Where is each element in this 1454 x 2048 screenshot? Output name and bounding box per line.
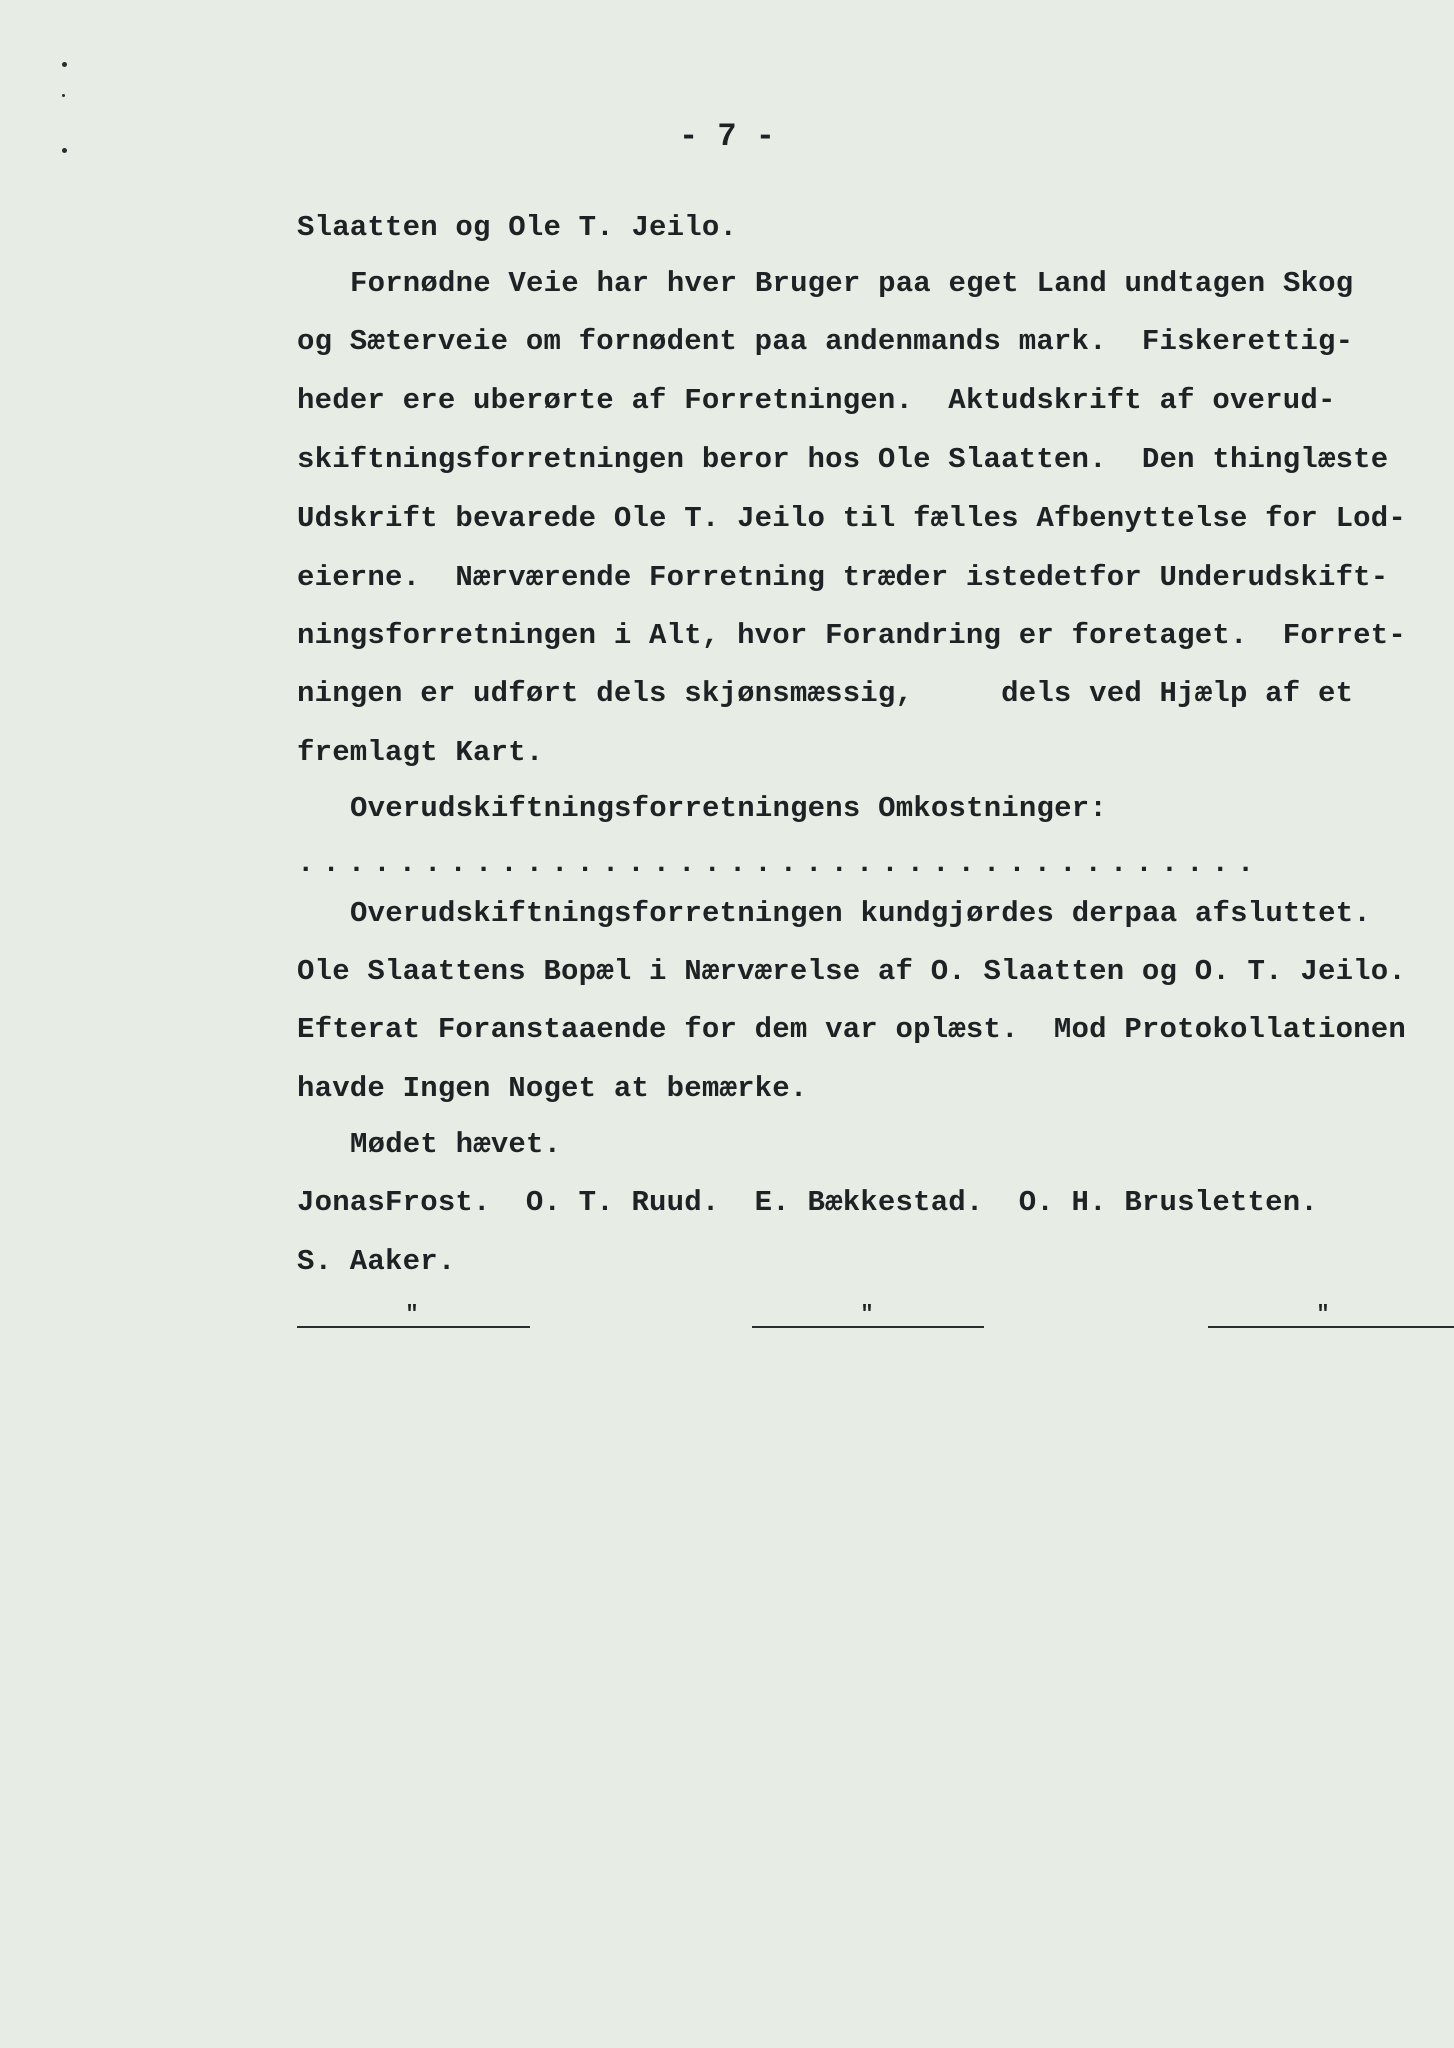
text-line: Ole Slaattens Bopæl i Nærværelse af O. Slaatten og O. T. Jeilo. [297, 955, 1406, 988]
signatories: S. Aaker. [297, 1245, 456, 1278]
margin-punch-mark [62, 62, 67, 67]
text-line: Efterat Foranstaaende for dem var oplæst. Mod Protokollationen [297, 1013, 1406, 1046]
ditto-mark: " [860, 1302, 874, 1327]
text-line: ningen er udført dels skjønsmæssig, dels ved Hjælp af et [297, 677, 1354, 710]
text-line: skiftningsforretningen beror hos Ole Slaatten. Den thinglæste [297, 443, 1389, 476]
text-line: Udskrift bevarede Ole T. Jeilo til fælles Afbenyttelse for Lod- [297, 502, 1406, 535]
meeting-closed: Mødet hævet. [350, 1128, 562, 1161]
ditto-mark: " [1316, 1302, 1330, 1327]
text-line: heder ere uberørte af Forretningen. Aktudskrift af overud- [297, 384, 1336, 417]
signatories: JonasFrost. O. T. Ruud. E. Bækkestad. O. H. Brusletten. [297, 1186, 1318, 1219]
text-line: ningsforretningen i Alt, hvor Forandring er foretaget. Forret- [297, 619, 1406, 652]
omission-dots: ...................................... [297, 847, 1263, 880]
text-line: og Sæterveie om fornødent paa andenmands mark. Fiskerettig- [297, 325, 1354, 358]
text-line: eierne. Nærværende Forretning træder istedetfor Underudskift- [297, 561, 1389, 594]
text-line: havde Ingen Noget at bemærke. [297, 1072, 808, 1105]
text-line: Slaatten og Ole T. Jeilo. [297, 211, 738, 244]
page-number: - 7 - [678, 118, 775, 155]
margin-punch-mark [62, 94, 65, 97]
paragraph-start: Overudskiftningsforretningen kundgjørdes derpaa afsluttet. [350, 897, 1371, 930]
section-heading: Overudskiftningsforretningens Omkostninger: [350, 792, 1107, 825]
paragraph-start: Fornødne Veie har hver Bruger paa eget Land undtagen Skog [350, 267, 1354, 300]
signature-line [1208, 1326, 1454, 1328]
ditto-mark: " [405, 1302, 419, 1327]
text-line: fremlagt Kart. [297, 736, 544, 769]
